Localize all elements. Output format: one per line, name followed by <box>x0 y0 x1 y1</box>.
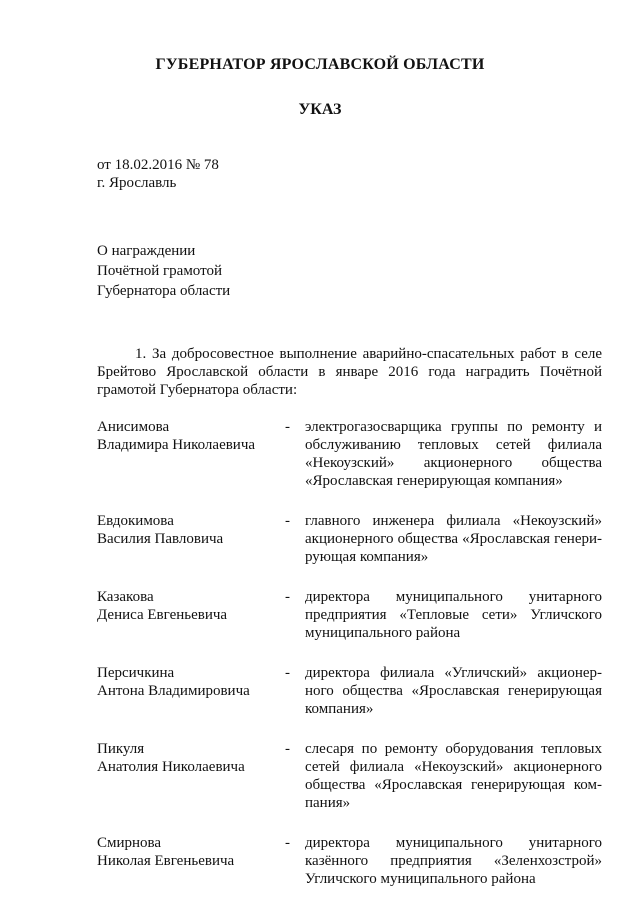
recipient-name <box>97 512 272 548</box>
document-header-title: ГУБЕРНАТОР ЯРОСЛАВСКОЙ ОБЛАСТИ <box>155 56 485 73</box>
recipient-name <box>97 664 272 700</box>
recipient-position: электрогазосварщика группы по ремонту и обслуживанию тепловых сетей филиала «Некоузский» акционерного общества «Ярославская генерирующая компания» <box>305 419 602 489</box>
recipient-given-name: Николая Евгеньевича <box>97 853 235 869</box>
subject-line: Губернатора области <box>97 283 231 299</box>
recipient-surname: Смирнова <box>97 835 162 851</box>
dash-separator: - <box>285 835 290 851</box>
recipient-surname: Анисимова <box>97 419 170 435</box>
recipient-name <box>97 418 272 454</box>
document-city: г. Ярославль <box>97 175 177 191</box>
paragraph-1: 1. За добросовестное выполнение аварийно-спасательных работ в селе Брейтово Ярославской области в январе 2016 года наградить Почётной грамотой Губернатора области: <box>97 346 602 398</box>
recipient-surname: Евдокимова <box>97 513 174 529</box>
recipient-given-name: Антона Владимировича <box>97 683 250 699</box>
subject-line: Почётной грамотой <box>97 263 222 279</box>
recipient-item <box>97 418 602 490</box>
recipient-item <box>97 834 602 888</box>
subject-line: О награждении <box>97 243 196 259</box>
recipient-surname: Казакова <box>97 589 154 605</box>
recipient-item <box>97 588 602 642</box>
recipient-given-name: Анатолия Николаевича <box>97 759 245 775</box>
dash-separator: - <box>285 589 290 605</box>
recipient-name <box>97 588 272 624</box>
recipient-item <box>97 740 602 812</box>
recipient-position: директора муниципального унитарного казённого предприятия «Зеленхозстрой» Угличского муниципального района <box>305 835 602 887</box>
recipient-item <box>97 664 602 718</box>
recipient-position: директора филиала «Угличский» акционер-ного общества «Ярославская генерирующая компания» <box>305 665 602 717</box>
recipient-surname: Персичкина <box>97 665 175 681</box>
dash-separator: - <box>285 741 290 757</box>
recipient-position: директора муниципального унитарного предприятия «Тепловые сети» Угличского муниципального района <box>305 589 602 641</box>
recipient-position: слесаря по ремонту оборудования тепловых сетей филиала «Некоузский» акционерного общества «Ярославская генерирующая ком-пания» <box>305 741 602 811</box>
dash-separator: - <box>285 419 290 435</box>
document-date-number: от 18.02.2016 № 78 <box>97 157 219 173</box>
document-type: УКАЗ <box>298 101 342 118</box>
recipients-list <box>97 418 602 888</box>
dash-separator: - <box>285 665 290 681</box>
recipient-given-name: Владимира Николаевича <box>97 437 256 453</box>
recipient-given-name: Василия Павловича <box>97 531 224 547</box>
recipient-given-name: Дениса Евгеньевича <box>97 607 228 623</box>
recipient-name <box>97 834 272 870</box>
recipient-position: главного инженера филиала «Некоузский» акционерного общества «Ярославская генери-рующая компания» <box>305 513 602 565</box>
recipient-name <box>97 740 272 776</box>
document-subject <box>97 241 337 301</box>
recipient-item <box>97 512 602 566</box>
recipient-surname: Пикуля <box>97 741 145 757</box>
dash-separator: - <box>285 513 290 529</box>
